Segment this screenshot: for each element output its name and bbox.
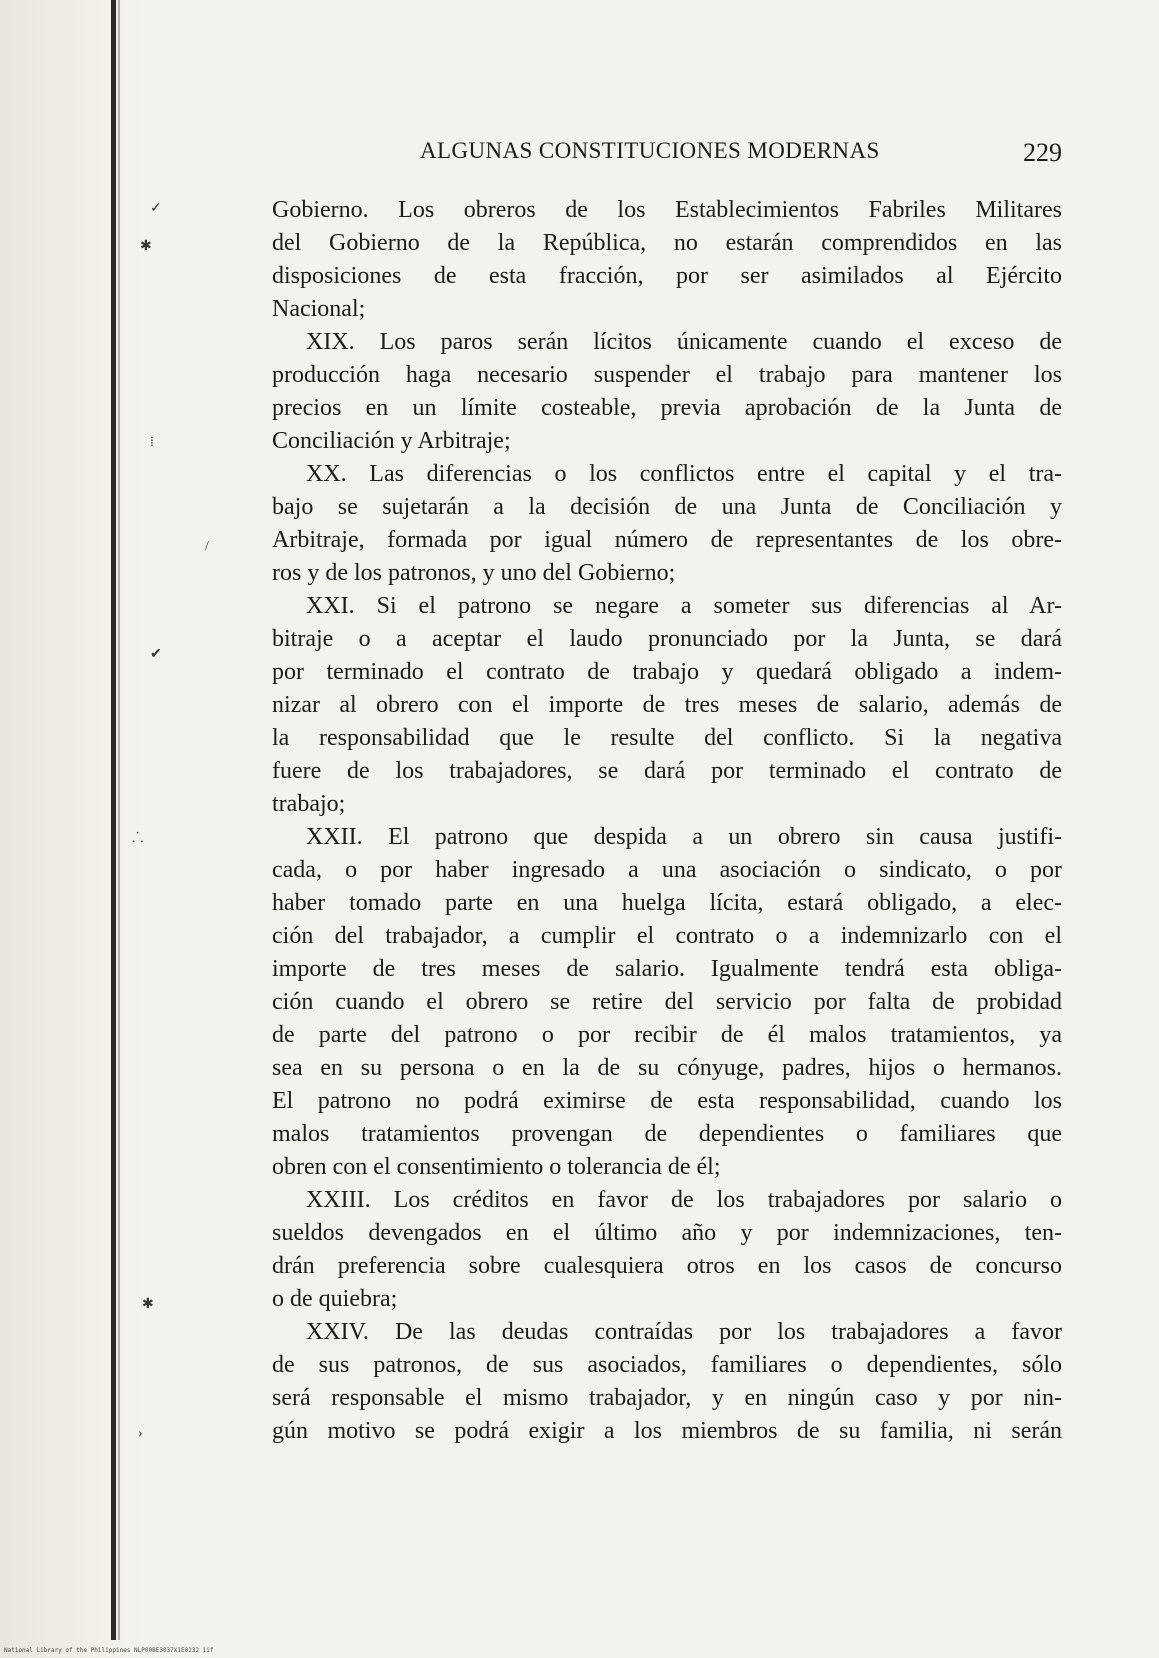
scan-credit: National Library of the Philippines NLP00BE3037X1E0232 1if	[4, 1647, 214, 1654]
text-line: XXIII. Los créditos en favor de los trabajadores por salario o	[306, 1187, 1062, 1213]
text-line: ción cuando el obrero se retire del servicio por falta de probidad	[272, 989, 1062, 1015]
text-line: sea en su persona o en la de su cónyuge, padres, hijos o hermanos.	[272, 1055, 1062, 1081]
text-line: sueldos devengados en el último año y por indemnizaciones, ten-	[272, 1220, 1062, 1246]
text-line: Conciliación y Arbitraje;	[272, 428, 511, 454]
text-line: disposiciones de esta fracción, por ser asimilados al Ejército	[272, 263, 1062, 289]
text-line: por terminado el contrato de trabajo y quedará obligado a indem-	[272, 659, 1062, 685]
text-line: ros y de los patronos, y uno del Gobierno;	[272, 560, 676, 586]
text-line: Gobierno. Los obreros de los Establecimientos Fabriles Militares	[272, 197, 1062, 223]
text-line: de parte del patrono o por recibir de él malos tratamientos, ya	[272, 1022, 1062, 1048]
scan-speck: ✓	[150, 201, 162, 216]
text-line: haber tomado parte en una huelga lícita, estará obligado, a elec-	[272, 890, 1062, 916]
text-line: nizar al obrero con el importe de tres meses de salario, además de	[272, 692, 1062, 718]
text-line: obren con el consentimiento o tolerancia de él;	[272, 1154, 721, 1180]
running-head: ALGUNAS CONSTITUCIONES MODERNAS	[420, 138, 880, 163]
text-line: precios en un límite costeable, previa aprobación de la Junta de	[272, 395, 1062, 421]
text-line: bitraje o a aceptar el laudo pronunciado por la Junta, se dará	[272, 626, 1062, 652]
binding-rule	[111, 0, 116, 1640]
text-line: XXI. Si el patrono se negare a someter sus diferencias al Ar-	[306, 593, 1062, 619]
text-line: gún motivo se podrá exigir a los miembros de su familia, ni serán	[272, 1418, 1062, 1444]
text-line: producción haga necesario suspender el trabajo para mantener los	[272, 362, 1062, 388]
text-line: El patrono no podrá eximirse de esta responsabilidad, cuando los	[272, 1088, 1062, 1114]
text-line: de sus patronos, de sus asociados, familiares o dependientes, sólo	[272, 1352, 1062, 1378]
text-line: bajo se sujetarán a la decisión de una Junta de Conciliación y	[272, 494, 1062, 520]
scan-speck: ⁞	[150, 435, 154, 450]
scan-speck: ✱	[142, 1297, 154, 1312]
scan-speck: ⸫	[132, 831, 144, 846]
text-line: será responsable el mismo trabajador, y en ningún caso y por nin-	[272, 1385, 1062, 1411]
text-line: XX. Las diferencias o los conflictos entre el capital y el tra-	[306, 461, 1062, 487]
text-line: Arbitraje, formada por igual número de representantes de los obre-	[272, 527, 1062, 553]
text-line: la responsabilidad que le resulte del conflicto. Si la negativa	[272, 725, 1062, 751]
text-line: XXII. El patrono que despida a un obrero sin causa justifi-	[306, 824, 1062, 850]
scan-speck: ✔	[150, 647, 162, 662]
text-line: Nacional;	[272, 296, 366, 322]
text-line: trabajo;	[272, 791, 346, 817]
body-text	[272, 194, 1062, 1448]
scan-speck: ✱	[140, 239, 152, 254]
scan-speck: /	[205, 539, 209, 554]
text-line: drán preferencia sobre cualesquiera otros en los casos de concurso	[272, 1253, 1062, 1279]
scan-speck: ›	[138, 1426, 143, 1441]
page-number: 229	[1023, 138, 1062, 167]
text-line: malos tratamientos provengan de dependientes o familiares que	[272, 1121, 1062, 1147]
binding-edge	[0, 0, 150, 1658]
text-line: cada, o por haber ingresado a una asociación o sindicato, o por	[272, 857, 1062, 883]
text-line: fuere de los trabajadores, se dará por terminado el contrato de	[272, 758, 1062, 784]
binding-rule-shadow	[118, 0, 120, 1640]
text-line: del Gobierno de la República, no estarán comprendidos en las	[272, 230, 1062, 256]
text-line: XIX. Los paros serán lícitos únicamente cuando el exceso de	[306, 329, 1062, 355]
text-line: XXIV. De las deudas contraídas por los trabajadores a favor	[306, 1319, 1062, 1345]
text-line: o de quiebra;	[272, 1286, 398, 1312]
text-line: ción del trabajador, a cumplir el contrato o a indemnizarlo con el	[272, 923, 1062, 949]
page-header	[272, 136, 1062, 176]
text-line: importe de tres meses de salario. Igualmente tendrá esta obliga-	[272, 956, 1062, 982]
